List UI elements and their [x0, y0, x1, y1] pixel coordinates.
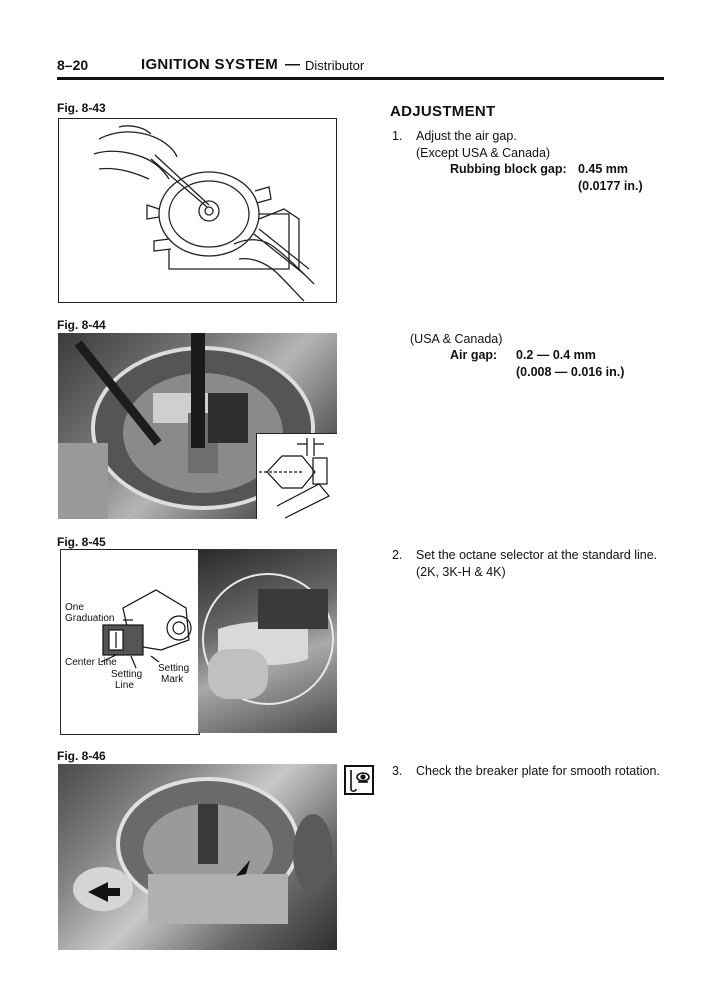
one-graduation-label-2: Graduation: [65, 613, 115, 624]
fig-8-46-label: Fig. 8-46: [57, 749, 106, 763]
adjustment-heading: ADJUSTMENT: [390, 103, 496, 120]
title-dash: —: [285, 56, 300, 73]
rubbing-block-gap-label: Rubbing block gap:: [450, 162, 567, 176]
step2-models: (2K, 3K-H & 4K): [416, 565, 506, 579]
fig-8-46-photo: [58, 764, 337, 950]
fig-8-43-label: Fig. 8-43: [57, 101, 106, 115]
air-gap-inset-diagram: [256, 433, 337, 519]
air-gap-in: (0.008 — 0.016 in.): [516, 365, 625, 379]
fig-8-44-label: Fig. 8-44: [57, 318, 106, 332]
subsection-title: Distributor: [305, 58, 365, 73]
octane-selector-drawing: [61, 550, 199, 734]
rubbing-block-gap-mm: 0.45 mm: [578, 162, 629, 176]
step2-number: 2.: [392, 548, 403, 562]
setting-line-label-1: Setting: [111, 669, 143, 680]
step2-text: Set the octane selector at the standard line.: [416, 548, 658, 562]
inspect-icon: [344, 765, 374, 795]
center-line-label: Center Line: [65, 657, 117, 668]
step1-text: Adjust the air gap.: [416, 129, 517, 143]
air-gap-label: Air gap:: [450, 348, 498, 362]
step3-number: 3.: [392, 764, 403, 778]
header-rule: [57, 77, 664, 80]
step1b-region: (USA & Canada): [410, 332, 503, 346]
setting-line-label-2: Line: [115, 680, 134, 691]
step1-number: 1.: [392, 129, 403, 143]
fig-8-44-photo: [58, 333, 337, 519]
section-title: IGNITION SYSTEM: [141, 56, 279, 73]
setting-mark-label-1: Setting: [158, 663, 190, 674]
setting-mark-label-2: Mark: [161, 674, 184, 685]
fig-8-43-illustration: [58, 118, 337, 303]
one-graduation-label-1: One: [65, 602, 84, 613]
fig-8-45-label: Fig. 8-45: [57, 535, 106, 549]
fig-8-45-diagram: [60, 549, 200, 735]
page-number: 8–20: [57, 57, 89, 73]
step1-region: (Except USA & Canada): [416, 146, 551, 160]
fig-8-45-photo: [198, 549, 337, 733]
step3-text: Check the breaker plate for smooth rotation.: [416, 764, 660, 778]
distributor-line-drawing: [59, 119, 336, 302]
rubbing-block-gap-in: (0.0177 in.): [578, 179, 643, 193]
air-gap-mm: 0.2 — 0.4 mm: [516, 348, 596, 362]
